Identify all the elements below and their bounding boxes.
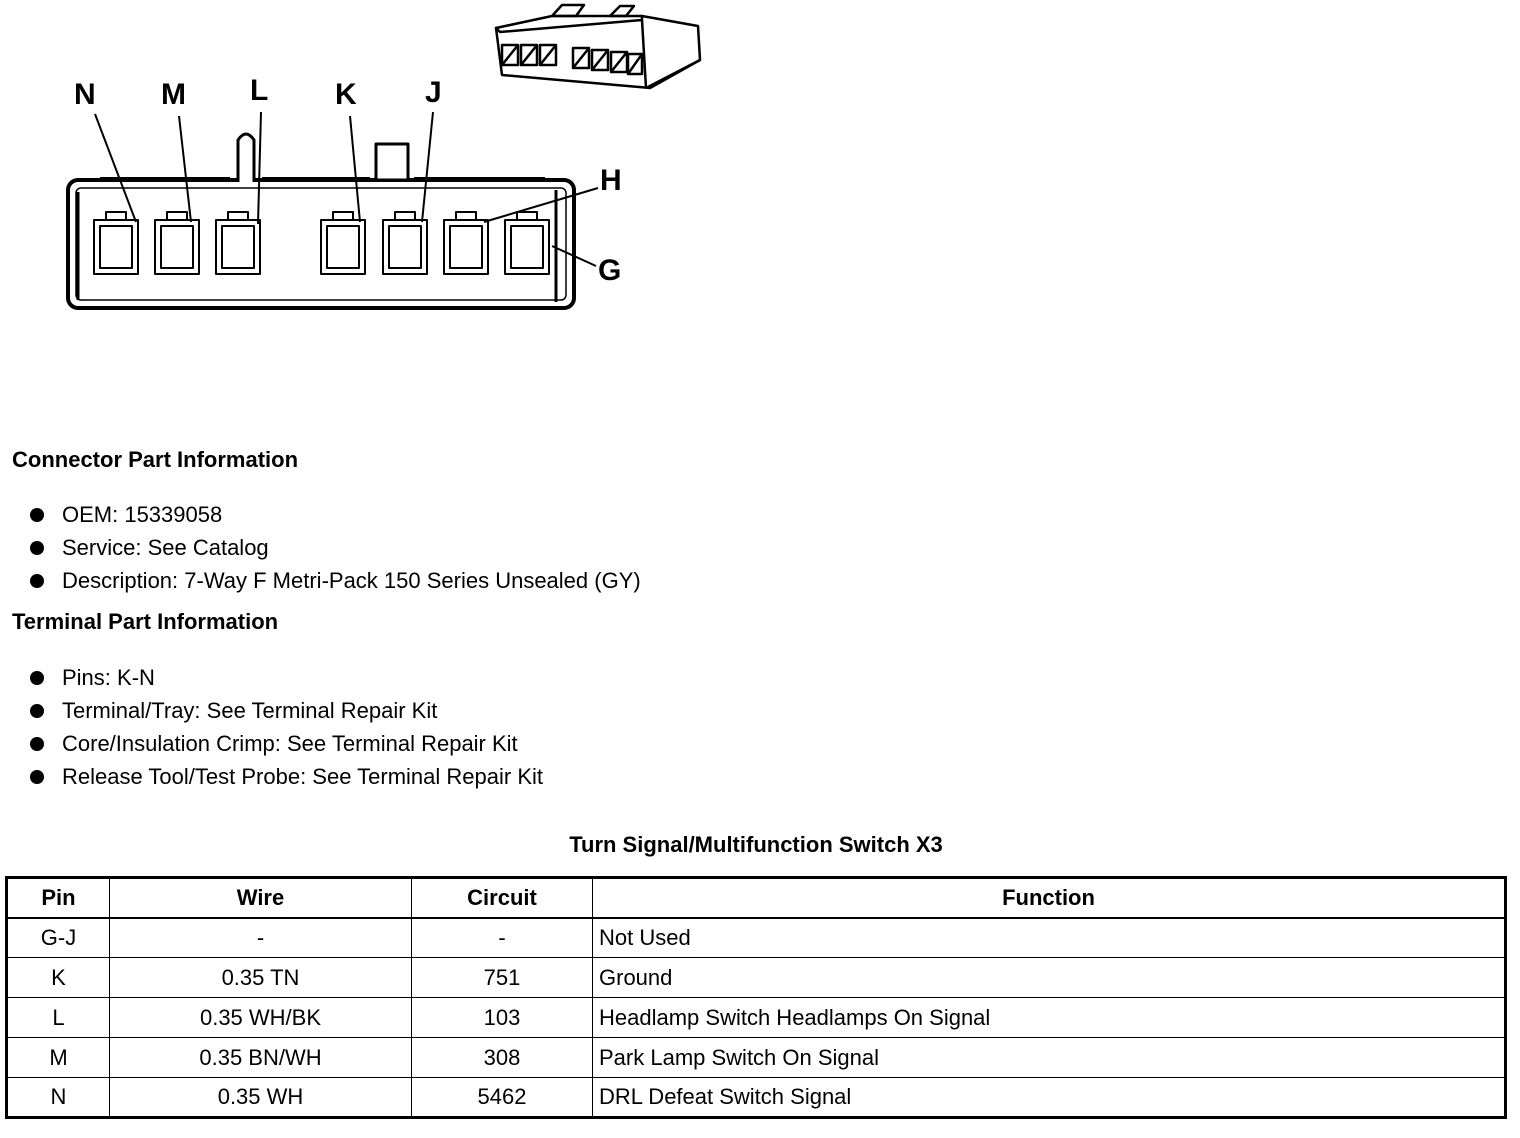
table-row (7, 918, 1506, 958)
cell-pin: L (7, 998, 110, 1038)
bullet-icon (30, 737, 44, 751)
col-header-function: Function (593, 878, 1506, 918)
terminal-info-list (28, 661, 543, 793)
cell-wire: - (110, 918, 412, 958)
pin-label-N: N (74, 78, 96, 111)
cell-circuit: 308 (412, 1038, 593, 1078)
connector-diagram (0, 0, 760, 330)
pin-label-M: M (161, 78, 186, 111)
cavity-J (383, 212, 427, 274)
bullet-icon (30, 671, 44, 685)
cell-wire: 0.35 WH/BK (110, 998, 412, 1038)
cell-pin: K (7, 958, 110, 998)
pin-label-K: K (335, 78, 357, 111)
table-row (7, 958, 1506, 998)
cavity-K (321, 212, 365, 274)
pin-label-L: L (250, 74, 269, 107)
list-item: Terminal/Tray: See Terminal Repair Kit (28, 694, 543, 727)
cell-wire: 0.35 BN/WH (110, 1038, 412, 1078)
cell-function: Headlamp Switch Headlamps On Signal (593, 998, 1506, 1038)
col-header-circuit: Circuit (412, 878, 593, 918)
cavity-M (155, 212, 199, 274)
list-item: OEM: 15339058 (28, 498, 641, 531)
connector-info-heading: Connector Part Information (12, 447, 299, 472)
list-item: Pins: K-N (28, 661, 543, 694)
col-header-wire: Wire (110, 878, 412, 918)
pinout-table (5, 876, 1507, 1119)
pin-label-G: G (598, 254, 622, 287)
cell-wire: 0.35 TN (110, 958, 412, 998)
leader-lines (95, 112, 598, 266)
table-header-row (7, 878, 1506, 918)
cavity-H (444, 212, 488, 274)
cell-circuit: - (412, 918, 593, 958)
bullet-icon (30, 770, 44, 784)
cell-circuit: 103 (412, 998, 593, 1038)
list-item: Description: 7-Way F Metri-Pack 150 Series Unsealed (GY) (28, 564, 641, 597)
list-item: Core/Insulation Crimp: See Terminal Repair Kit (28, 727, 543, 760)
pin-label-H: H (600, 164, 622, 197)
pin-label-J: J (425, 76, 442, 109)
connector-info-list (28, 498, 641, 597)
col-header-pin: Pin (7, 878, 110, 918)
cell-function: Not Used (593, 918, 1506, 958)
table-row (7, 998, 1506, 1038)
cavity-G (505, 212, 549, 274)
bullet-icon (30, 508, 44, 522)
table-row (7, 1038, 1506, 1078)
table-row (7, 1078, 1506, 1118)
cell-circuit: 5462 (412, 1078, 593, 1118)
bullet-icon (30, 541, 44, 555)
list-item: Release Tool/Test Probe: See Terminal Repair Kit (28, 760, 543, 793)
list-item: Service: See Catalog (28, 531, 641, 564)
cavity-N (94, 212, 138, 274)
cell-pin: M (7, 1038, 110, 1078)
bullet-icon (30, 574, 44, 588)
cell-function: DRL Defeat Switch Signal (593, 1078, 1506, 1118)
connector-3d-thumbnail (496, 5, 700, 88)
table-title: Turn Signal/Multifunction Switch X3 (569, 832, 943, 857)
cell-pin: G-J (7, 918, 110, 958)
bullet-icon (30, 704, 44, 718)
cavity-L (216, 212, 260, 274)
cell-function: Ground (593, 958, 1506, 998)
cell-function: Park Lamp Switch On Signal (593, 1038, 1506, 1078)
cell-circuit: 751 (412, 958, 593, 998)
cell-wire: 0.35 WH (110, 1078, 412, 1118)
cell-pin: N (7, 1078, 110, 1118)
terminal-info-heading: Terminal Part Information (12, 609, 279, 634)
